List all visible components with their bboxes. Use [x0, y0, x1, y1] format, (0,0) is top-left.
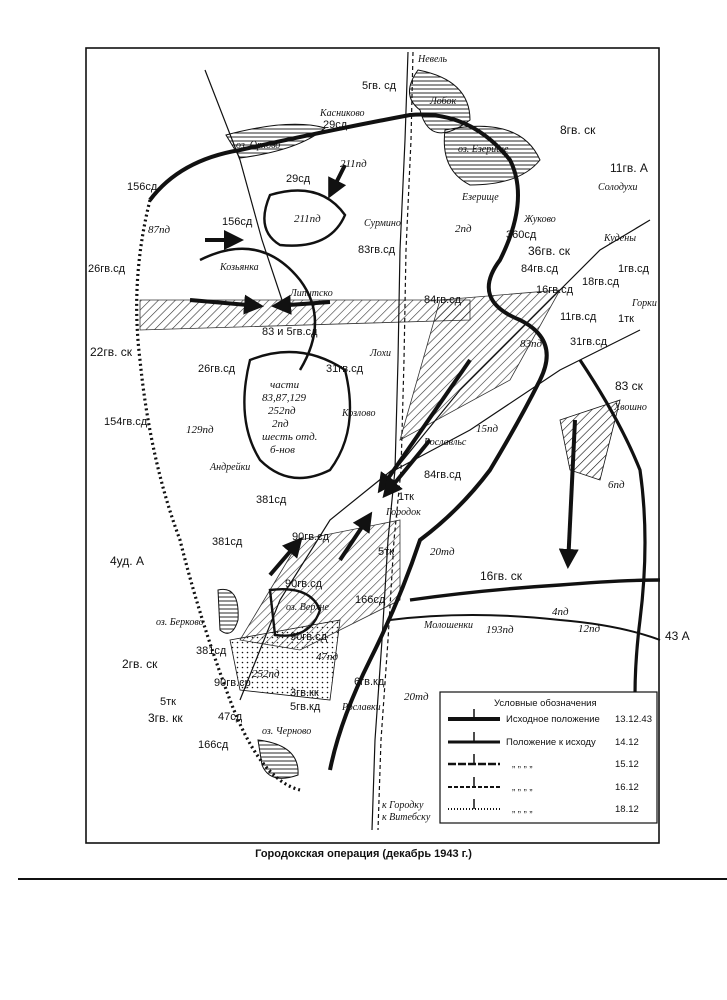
div-156: 156сд [127, 181, 158, 193]
div-381c: 381сд [196, 645, 227, 657]
label-tk-1-b: 1тк [618, 313, 634, 325]
div-211: 211пд [340, 158, 367, 170]
div-83gv: 83гв.сд [358, 244, 396, 256]
town-zhukovo: Жуково [524, 214, 556, 225]
town-kozyanka: Козьянка [220, 262, 259, 273]
div-3gv-kk: 3гв.кк [290, 687, 319, 699]
label-tk-5-b: 5тк [378, 546, 394, 558]
div-2pd: 2пд [455, 223, 472, 235]
front-line-13-12 [150, 115, 547, 770]
div-20td-b: 20тд [404, 691, 429, 703]
town-gorodok: Городок [386, 507, 421, 518]
div-11gv: 11гв.сд [560, 311, 597, 323]
label-corps-2gv: 2гв. ск [122, 657, 158, 671]
label-corps-22gv: 22гв. ск [90, 345, 133, 359]
legend-row-5-text: „ „ „ „ [512, 804, 533, 815]
town-solodukha: Солодухи [598, 182, 638, 193]
div-5gv: 5гв. сд [362, 80, 397, 92]
town-kozlovo: Козлово [342, 408, 376, 419]
pocket-note-6: б-нов [270, 444, 295, 456]
town-to-vitebsk: к Витебску [382, 812, 431, 823]
legend-title: Условные обозначения [494, 698, 597, 709]
legend-row-3-text: „ „ „ „ [512, 759, 533, 770]
lake-chernovo [258, 740, 298, 778]
div-156b: 156сд [222, 216, 253, 228]
label-army-4ud: 4уд. А [110, 554, 144, 568]
div-20td: 20тд [430, 546, 455, 558]
town-nevel: Невель [418, 54, 448, 65]
legend-row-1-date: 13.12.43 [615, 714, 652, 725]
town-moloshenki: Молошенки [424, 620, 474, 631]
label-corps-16gv: 16гв. ск [480, 569, 523, 583]
div-252: 252пд [252, 668, 280, 680]
div-83pd: 83пд [520, 338, 543, 350]
pocket-note-4: 2пд [272, 418, 289, 430]
map-caption: Городокская операция (декабрь 1943 г.) [255, 848, 472, 860]
div-47sd: 47сд [218, 711, 243, 723]
div-381: 381сд [256, 494, 287, 506]
town-gorki: Горки [632, 298, 657, 309]
div-4pd: 4пд [552, 606, 569, 618]
div-18gv: 18гв.сд [582, 276, 620, 288]
town-to-gorodok: к Городку [382, 800, 424, 811]
div-29b: 29сд [286, 173, 311, 185]
lake-berkovo [218, 589, 238, 633]
div-90gv-c: 90гв.сд [290, 631, 328, 643]
town-khvoshno: Хвошно [614, 402, 647, 413]
town-roslavki: Рославки [342, 702, 381, 713]
town-andreyki: Андрейки [210, 462, 251, 473]
legend-row-4-text: „ „ „ „ [512, 782, 533, 793]
legend-row-4-date: 16.12 [615, 782, 639, 793]
div-6pd: 6пд [608, 479, 625, 491]
div-129: 129пд [186, 424, 214, 436]
label-corps-83: 83 ск [615, 379, 643, 393]
div-47: 47пд [316, 651, 339, 663]
div-31gv-b: 31гв.сд [570, 336, 608, 348]
div-154: 154гв.сд [104, 416, 148, 428]
label-army-11gv: 11гв. А [610, 161, 648, 175]
town-ezerishche: Езерище [462, 192, 499, 203]
town-kudeny: Кудены [604, 233, 636, 244]
town-surmino: Сурмино [364, 218, 401, 229]
bottom-rule [18, 878, 727, 880]
div-87: 87пд [148, 224, 171, 236]
pocket-note-1: части [270, 379, 300, 391]
div-15pd: 15пд [476, 423, 499, 435]
label-corps-3gv-kk: 3гв. кк [148, 711, 183, 725]
div-90gv: 90гв.сд [292, 531, 330, 543]
div-211b: 211пд [294, 213, 321, 225]
town-royeshki: Рославльс [424, 437, 467, 448]
town-oz-verhne: оз. Верхне [286, 602, 329, 613]
legend-row-2-date: 14.12 [615, 737, 639, 748]
label-corps-36gv: 36гв. ск [528, 244, 571, 258]
label-tk-1: 1тк [398, 491, 414, 503]
div-26gv: 26гв.сд [88, 263, 126, 275]
front-line-south [410, 580, 660, 600]
div-12pd: 12пд [578, 623, 601, 635]
div-83-5gv: 83 и 5гв.сд [262, 326, 318, 338]
div-166: 166сд [355, 594, 386, 606]
town-lazhi: Лохи [370, 348, 392, 359]
div-381b: 381сд [212, 536, 243, 548]
div-6gv-kd: 6гв.кд [354, 676, 385, 688]
town-lobok: Лобок [430, 96, 457, 107]
label-army-43: 43 А [665, 629, 690, 643]
legend [440, 692, 657, 823]
div-166b: 166сд [198, 739, 229, 751]
div-360: 360сд [506, 229, 537, 241]
legend-row-2-text: Положение к исходу [506, 737, 596, 748]
div-5gv-kd: 5гв.кд [290, 701, 321, 713]
div-90gv-d: 90гв.ср [214, 677, 251, 689]
div-26gv-b: 26гв.сд [198, 363, 236, 375]
div-84gv: 84гв.сд [521, 263, 559, 275]
div-84gv-c: 84гв.сд [424, 469, 462, 481]
lake-ezerishche [444, 126, 540, 185]
div-193: 193пд [486, 624, 514, 636]
label-tk-5: 5тк [160, 696, 176, 708]
town-oz-berkovo: оз. Берково [156, 617, 204, 628]
town-lipitsy: Липитско [290, 288, 333, 299]
div-90gv-b: 90гв.сд [285, 578, 323, 590]
legend-row-5-date: 18.12 [615, 804, 639, 815]
div-16gv: 16гв.сд [536, 284, 574, 296]
pocket-note-2: 83,87,129 [262, 392, 306, 404]
town-oz-chernovo: оз. Черново [262, 726, 312, 737]
town-kasnikovo: Касниково [320, 108, 365, 119]
encircled-note [262, 379, 317, 456]
town-ezerishche-lake: оз. Езерище [458, 144, 509, 155]
label-corps-8gv: 8гв. ск [560, 123, 596, 137]
pocket-note-3: 252пд [268, 405, 296, 417]
legend-row-1-text: Исходное положение [506, 714, 600, 725]
div-31gv: 31гв.сд [326, 363, 364, 375]
div-1gv: 1гв.сд [618, 263, 649, 275]
pocket-note-5: шесть отд. [262, 431, 318, 443]
legend-row-3-date: 15.12 [615, 759, 639, 770]
div-84gv-b: 84гв.сд [424, 294, 462, 306]
town-oz-orlovo: оз. Орлово [236, 140, 281, 151]
div-29: 29сд [323, 119, 348, 131]
